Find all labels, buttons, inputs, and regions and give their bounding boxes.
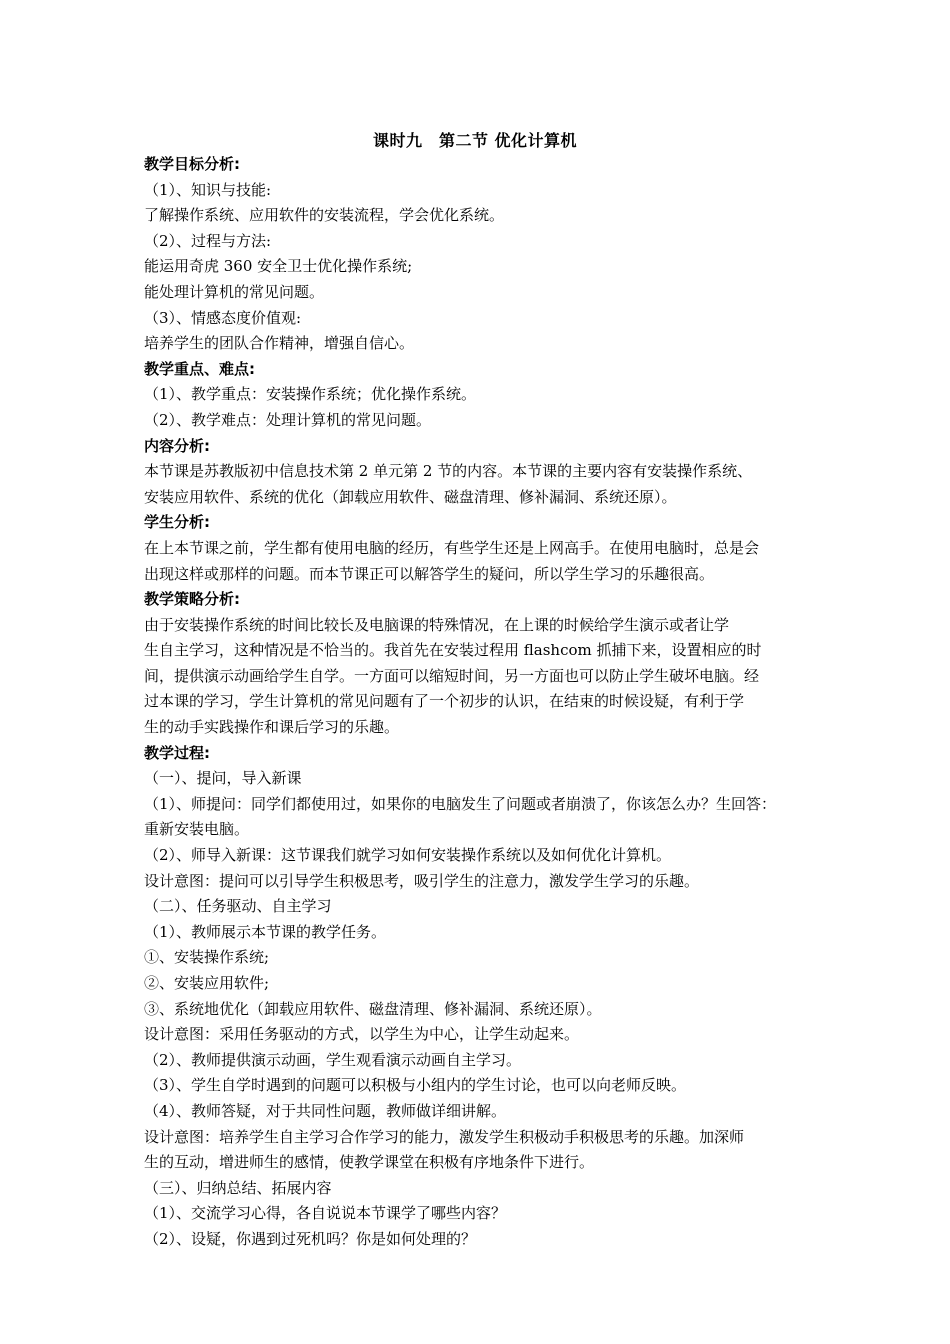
section-heading: 学生分析: bbox=[144, 513, 210, 532]
text-line: （1）、交流学习心得，各自说说本节课学了哪些内容？ bbox=[144, 1204, 507, 1223]
section-heading: 教学策略分析: bbox=[144, 590, 240, 609]
text-line: 出现这样或那样的问题。而本节课正可以解答学生的疑问，所以学生学习的乐趣很高。 bbox=[144, 564, 715, 583]
text-line: ①、安装操作系统; bbox=[144, 948, 270, 967]
text-line: （2）、师导入新课：这节课我们就学习如何安装操作系统以及如何优化计算机。 bbox=[144, 846, 672, 865]
text-line: 设计意图：采用任务驱动的方式，以学生为中心，让学生动起来。 bbox=[144, 1025, 580, 1044]
text-line: （2）、教学难点：处理计算机的常见问题。 bbox=[144, 410, 432, 429]
text-line: 间，提供演示动画给学生自学。一方面可以缩短时间，另一方面也可以防止学生破坏电脑。经 bbox=[144, 666, 760, 685]
text-line: （1）、知识与技能: bbox=[144, 180, 272, 199]
section-heading: 教学重点、难点: bbox=[144, 359, 255, 378]
text-line: ②、安装应用软件; bbox=[144, 974, 270, 992]
text-line: 培养学生的团队合作精神，增强自信心。 bbox=[144, 334, 415, 353]
text-line: 在上本节课之前，学生都有使用电脑的经历，有些学生还是上网高手。在使用电脑时，总是会 bbox=[144, 538, 760, 557]
text-line: 生的互动，增进师生的感情，使教学课堂在积极有序地条件下进行。 bbox=[144, 1153, 595, 1172]
text-line: （1）、教学重点：安装操作系统；优化操作系统。 bbox=[144, 385, 477, 404]
text-line: 能处理计算机的常见问题。 bbox=[144, 282, 325, 301]
text-line: 能运用奇虎 360 安全卫士优化操作系统; bbox=[144, 257, 413, 276]
text-line: （2）、教师提供演示动画，学生观看演示动画自主学习。 bbox=[144, 1050, 522, 1069]
text-line: 生的动手实践操作和课后学习的乐趣。 bbox=[144, 718, 400, 737]
text-line: （3）、情感态度价值观: bbox=[144, 308, 302, 327]
section-heading: 教学目标分析: bbox=[144, 155, 240, 173]
text-line: 设计意图：培养学生自主学习合作学习的能力，激发学生积极动手积极思考的乐趣。加深师 bbox=[144, 1127, 745, 1146]
text-line: 重新安装电脑。 bbox=[144, 820, 250, 839]
section-heading: 教学过程: bbox=[144, 743, 210, 762]
text-line: 设计意图：提问可以引导学生积极思考，吸引学生的注意力，激发学生学习的乐趣。 bbox=[144, 871, 700, 890]
text-line: （1）、师提问：同学们都使用过，如果你的电脑发生了问题或者崩溃了，你该怎么办？生回答： bbox=[144, 794, 777, 813]
text-line: （三）、归纳总结、拓展内容 bbox=[144, 1178, 332, 1197]
text-line: 生自主学习，这种情况是不恰当的。我首先在安装过程用 flashcom 抓捕下来，设置相应的时 bbox=[144, 641, 762, 660]
section-heading: 内容分析: bbox=[144, 436, 210, 455]
text-line: 由于安装操作系统的时间比较长及电脑课的特殊情况，在上课的时候给学生演示或者让学 bbox=[144, 615, 730, 634]
text-line: （2）、设疑，你遇到过死机吗？你是如何处理的？ bbox=[144, 1229, 477, 1248]
text-line: （一）、提问，导入新课 bbox=[144, 769, 302, 788]
text-line: （4）、教师答疑，对于共同性问题，教师做详细讲解。 bbox=[144, 1101, 507, 1120]
text-line: （3）、学生自学时遇到的问题可以积极与小组内的学生讨论，也可以向老师反映。 bbox=[144, 1076, 687, 1095]
text-line: （2）、过程与方法: bbox=[144, 231, 272, 250]
document-body bbox=[144, 152, 824, 1253]
text-line: （二）、任务驱动、自主学习 bbox=[144, 897, 332, 916]
text-line: 过本课的学习，学生计算机的常见问题有了一个初步的认识，在结束的时候设疑，有利于学 bbox=[144, 692, 745, 711]
text-line: 安装应用软件、系统的优化（卸载应用软件、磁盘清理、修补漏洞、系统还原）。 bbox=[144, 487, 677, 506]
text-line: ③、系统地优化（卸载应用软件、磁盘清理、修补漏洞、系统还原）。 bbox=[144, 999, 602, 1018]
text-line: （1）、教师展示本节课的教学任务。 bbox=[144, 922, 387, 941]
text-line: 了解操作系统、应用软件的安装流程，学会优化系统。 bbox=[144, 206, 505, 225]
page-title: 课时九 第二节 优化计算机 bbox=[372, 131, 578, 150]
text-line: 本节课是苏教版初中信息技术第 2 单元第 2 节的内容。本节课的主要内容有安装操作系统、 bbox=[144, 462, 753, 481]
